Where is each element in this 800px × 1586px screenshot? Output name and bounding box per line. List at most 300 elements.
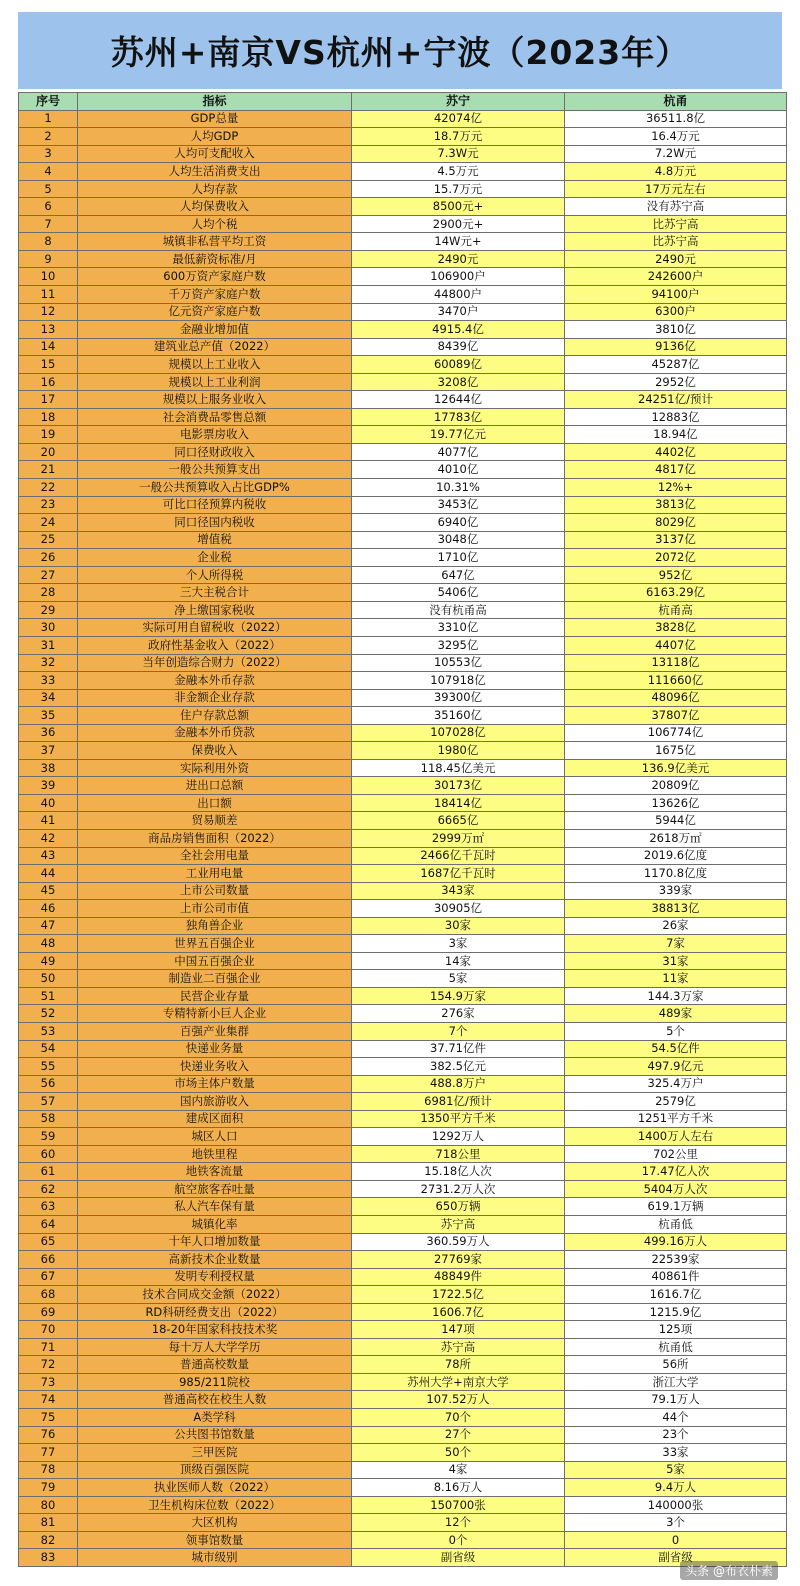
table-row — [19, 935, 787, 953]
indicator-name: 规模以上工业利润 — [78, 373, 352, 391]
indicator-name: 出口额 — [78, 794, 352, 812]
hangyong-value: 619.1万辆 — [565, 1198, 787, 1216]
row-number: 31 — [19, 636, 78, 654]
row-number: 40 — [19, 794, 78, 812]
suning-value: 78所 — [352, 1356, 565, 1374]
suning-value: 48849件 — [352, 1268, 565, 1286]
indicator-name: 可比口径预算内税收 — [78, 496, 352, 514]
hangyong-value: 37807亿 — [565, 707, 787, 725]
row-number: 75 — [19, 1409, 78, 1427]
indicator-name: 高新技术企业数量 — [78, 1251, 352, 1269]
row-number: 39 — [19, 777, 78, 795]
hangyong-value: 没有苏宁高 — [565, 198, 787, 216]
indicator-name: 十年人口增加数量 — [78, 1233, 352, 1251]
indicator-name: 贸易顺差 — [78, 812, 352, 830]
table-row — [19, 461, 787, 479]
hangyong-value: 7.2W元 — [565, 145, 787, 163]
comparison-table — [18, 92, 787, 1567]
hangyong-value: 5944亿 — [565, 812, 787, 830]
hangyong-value: 浙江大学 — [565, 1373, 787, 1391]
suning-value: 2466亿千瓦时 — [352, 847, 565, 865]
hangyong-value: 3137亿 — [565, 531, 787, 549]
page-title: 苏州+南京VS杭州+宁波（2023年） — [110, 33, 690, 72]
hangyong-value: 38813亿 — [565, 900, 787, 918]
indicator-name: 上市公司市值 — [78, 900, 352, 918]
table-header-row — [19, 93, 787, 111]
table-row — [19, 689, 787, 707]
suning-value: 650万辆 — [352, 1198, 565, 1216]
hangyong-value: 2490元 — [565, 250, 787, 268]
row-number: 50 — [19, 970, 78, 988]
suning-value: 107028亿 — [352, 724, 565, 742]
row-number: 4 — [19, 163, 78, 181]
row-number: 70 — [19, 1321, 78, 1339]
indicator-name: 规模以上服务业收入 — [78, 391, 352, 409]
indicator-name: 快递业务量 — [78, 1040, 352, 1058]
table-row — [19, 338, 787, 356]
table-row — [19, 1075, 787, 1093]
hangyong-value: 2579亿 — [565, 1093, 787, 1111]
row-number: 33 — [19, 672, 78, 690]
suning-value: 6665亿 — [352, 812, 565, 830]
row-number: 38 — [19, 759, 78, 777]
row-number: 57 — [19, 1093, 78, 1111]
suning-value: 1687亿千瓦时 — [352, 865, 565, 883]
indicator-name: 最低薪资标准/月 — [78, 250, 352, 268]
suning-value: 18.7万元 — [352, 128, 565, 146]
hangyong-value: 11家 — [565, 970, 787, 988]
table-row — [19, 1145, 787, 1163]
header-num: 序号 — [19, 93, 78, 111]
table-row — [19, 672, 787, 690]
row-number: 26 — [19, 549, 78, 567]
row-number: 67 — [19, 1268, 78, 1286]
indicator-name: 制造业二百强企业 — [78, 970, 352, 988]
suning-value: 苏州大学+南京大学 — [352, 1373, 565, 1391]
suning-value: 4家 — [352, 1461, 565, 1479]
suning-value: 3310亿 — [352, 619, 565, 637]
suning-value: 1292万人 — [352, 1128, 565, 1146]
table-row — [19, 1040, 787, 1058]
row-number: 61 — [19, 1163, 78, 1181]
suning-value: 2490元 — [352, 250, 565, 268]
row-number: 42 — [19, 829, 78, 847]
row-number: 17 — [19, 391, 78, 409]
suning-value: 44800户 — [352, 286, 565, 304]
hangyong-value: 125项 — [565, 1321, 787, 1339]
hangyong-value: 94100户 — [565, 286, 787, 304]
row-number: 25 — [19, 531, 78, 549]
suning-value: 3048亿 — [352, 531, 565, 549]
row-number: 19 — [19, 426, 78, 444]
table-row — [19, 1391, 787, 1409]
hangyong-value: 325.4万户 — [565, 1075, 787, 1093]
suning-value: 4915.4亿 — [352, 321, 565, 339]
suning-value: 60089亿 — [352, 356, 565, 374]
table-row — [19, 496, 787, 514]
row-number: 79 — [19, 1479, 78, 1497]
hangyong-value: 54.5亿件 — [565, 1040, 787, 1058]
table-row — [19, 707, 787, 725]
hangyong-value: 8029亿 — [565, 514, 787, 532]
hangyong-value: 副省级 — [565, 1549, 787, 1567]
indicator-name: 城镇化率 — [78, 1216, 352, 1234]
hangyong-value: 40861件 — [565, 1268, 787, 1286]
suning-value: 647亿 — [352, 566, 565, 584]
indicator-name: 金融业增加值 — [78, 321, 352, 339]
table-row — [19, 479, 787, 497]
indicator-name: 中国五百强企业 — [78, 952, 352, 970]
row-number: 44 — [19, 865, 78, 883]
indicator-name: 同口径国内税收 — [78, 514, 352, 532]
table-row — [19, 1128, 787, 1146]
hangyong-value: 106774亿 — [565, 724, 787, 742]
hangyong-value: 1675亿 — [565, 742, 787, 760]
suning-value: 39300亿 — [352, 689, 565, 707]
suning-value: 10553亿 — [352, 654, 565, 672]
row-number: 22 — [19, 479, 78, 497]
hangyong-value: 23个 — [565, 1426, 787, 1444]
row-number: 65 — [19, 1233, 78, 1251]
suning-value: 50个 — [352, 1444, 565, 1462]
table-row — [19, 794, 787, 812]
suning-value: 35160亿 — [352, 707, 565, 725]
row-number: 2 — [19, 128, 78, 146]
suning-value: 8439亿 — [352, 338, 565, 356]
table-row — [19, 1531, 787, 1549]
row-number: 58 — [19, 1110, 78, 1128]
suning-value: 27769家 — [352, 1251, 565, 1269]
row-number: 62 — [19, 1180, 78, 1198]
hangyong-value: 140000张 — [565, 1496, 787, 1514]
row-number: 59 — [19, 1128, 78, 1146]
suning-value: 106900户 — [352, 268, 565, 286]
table-row — [19, 812, 787, 830]
suning-value: 7.3W元 — [352, 145, 565, 163]
row-number: 41 — [19, 812, 78, 830]
suning-value: 苏宁高 — [352, 1338, 565, 1356]
suning-value: 苏宁高 — [352, 1216, 565, 1234]
row-number: 73 — [19, 1373, 78, 1391]
row-number: 52 — [19, 1005, 78, 1023]
table-row — [19, 584, 787, 602]
table-row — [19, 1216, 787, 1234]
indicator-name: 非金额企业存款 — [78, 689, 352, 707]
table-row — [19, 198, 787, 216]
hangyong-value: 7家 — [565, 935, 787, 953]
indicator-name: 三甲医院 — [78, 1444, 352, 1462]
table-row — [19, 110, 787, 128]
table-row — [19, 145, 787, 163]
suning-value: 副省级 — [352, 1549, 565, 1567]
hangyong-value: 33家 — [565, 1444, 787, 1462]
indicator-name: 实际可用自留税收（2022） — [78, 619, 352, 637]
hangyong-value: 9136亿 — [565, 338, 787, 356]
hangyong-value: 3个 — [565, 1514, 787, 1532]
table-row — [19, 1426, 787, 1444]
table-row — [19, 1286, 787, 1304]
indicator-name: 地铁客流量 — [78, 1163, 352, 1181]
indicator-name: 市场主体户数量 — [78, 1075, 352, 1093]
suning-value: 70个 — [352, 1409, 565, 1427]
suning-value: 276家 — [352, 1005, 565, 1023]
table-row — [19, 970, 787, 988]
hangyong-value: 1215.9亿 — [565, 1303, 787, 1321]
row-number: 32 — [19, 654, 78, 672]
indicator-name: 独角兽企业 — [78, 917, 352, 935]
hangyong-value: 2618万㎡ — [565, 829, 787, 847]
indicator-name: 当年创造综合财力（2022） — [78, 654, 352, 672]
hangyong-value: 45287亿 — [565, 356, 787, 374]
hangyong-value: 比苏宁高 — [565, 215, 787, 233]
table-row — [19, 742, 787, 760]
hangyong-value: 17.47亿人次 — [565, 1163, 787, 1181]
hangyong-value: 2952亿 — [565, 373, 787, 391]
table-row — [19, 1022, 787, 1040]
hangyong-value: 比苏宁高 — [565, 233, 787, 251]
hangyong-value: 36511.8亿 — [565, 110, 787, 128]
hangyong-value: 1170.8亿度 — [565, 865, 787, 883]
table-row — [19, 882, 787, 900]
row-number: 69 — [19, 1303, 78, 1321]
indicator-name: 住户存款总额 — [78, 707, 352, 725]
table-row — [19, 724, 787, 742]
suning-value: 3家 — [352, 935, 565, 953]
table-row — [19, 321, 787, 339]
row-number: 83 — [19, 1549, 78, 1567]
row-number: 5 — [19, 180, 78, 198]
row-number: 81 — [19, 1514, 78, 1532]
hangyong-value: 2019.6亿度 — [565, 847, 787, 865]
suning-value: 5406亿 — [352, 584, 565, 602]
row-number: 68 — [19, 1286, 78, 1304]
hangyong-value: 702公里 — [565, 1145, 787, 1163]
row-number: 48 — [19, 935, 78, 953]
table-row — [19, 514, 787, 532]
table-row — [19, 566, 787, 584]
table-row — [19, 1180, 787, 1198]
suning-value: 3453亿 — [352, 496, 565, 514]
row-number: 71 — [19, 1338, 78, 1356]
suning-value: 42074亿 — [352, 110, 565, 128]
indicator-name: 世界五百强企业 — [78, 935, 352, 953]
indicator-name: 城市级别 — [78, 1549, 352, 1567]
hangyong-value: 489家 — [565, 1005, 787, 1023]
indicator-name: 金融本外币贷款 — [78, 724, 352, 742]
suning-value: 12644亿 — [352, 391, 565, 409]
row-number: 77 — [19, 1444, 78, 1462]
indicator-name: 600万资产家庭户数 — [78, 268, 352, 286]
indicator-name: 全社会用电量 — [78, 847, 352, 865]
table-row — [19, 408, 787, 426]
table-row — [19, 215, 787, 233]
table-row — [19, 286, 787, 304]
table-row — [19, 1110, 787, 1128]
hangyong-value: 5404万人次 — [565, 1180, 787, 1198]
hangyong-value: 12883亿 — [565, 408, 787, 426]
indicator-name: 民营企业存量 — [78, 987, 352, 1005]
table-row — [19, 391, 787, 409]
table-row — [19, 917, 787, 935]
suning-value: 4077亿 — [352, 443, 565, 461]
hangyong-value: 13118亿 — [565, 654, 787, 672]
row-number: 76 — [19, 1426, 78, 1444]
row-number: 23 — [19, 496, 78, 514]
indicator-name: 国内旅游收入 — [78, 1093, 352, 1111]
table-row — [19, 865, 787, 883]
row-number: 1 — [19, 110, 78, 128]
indicator-name: 亿元资产家庭户数 — [78, 303, 352, 321]
row-number: 27 — [19, 566, 78, 584]
indicator-name: 进出口总额 — [78, 777, 352, 795]
table-row — [19, 829, 787, 847]
hangyong-value: 44个 — [565, 1409, 787, 1427]
row-number: 7 — [19, 215, 78, 233]
indicator-name: 社会消费品零售总额 — [78, 408, 352, 426]
row-number: 51 — [19, 987, 78, 1005]
row-number: 60 — [19, 1145, 78, 1163]
table-row — [19, 233, 787, 251]
row-number: 11 — [19, 286, 78, 304]
suning-value: 7个 — [352, 1022, 565, 1040]
table-row — [19, 1233, 787, 1251]
indicator-name: 大区机构 — [78, 1514, 352, 1532]
indicator-name: RD科研经费支出（2022） — [78, 1303, 352, 1321]
row-number: 35 — [19, 707, 78, 725]
indicator-name: 实际利用外资 — [78, 759, 352, 777]
indicator-name: 985/211院校 — [78, 1373, 352, 1391]
row-number: 16 — [19, 373, 78, 391]
hangyong-value: 144.3万家 — [565, 987, 787, 1005]
suning-value: 1722.5亿 — [352, 1286, 565, 1304]
title-banner — [18, 12, 782, 89]
row-number: 6 — [19, 198, 78, 216]
indicator-name: 一般公共预算支出 — [78, 461, 352, 479]
suning-value: 3295亿 — [352, 636, 565, 654]
hangyong-value: 12%+ — [565, 479, 787, 497]
suning-value: 14W元+ — [352, 233, 565, 251]
suning-value: 19.77亿元 — [352, 426, 565, 444]
table-row — [19, 373, 787, 391]
indicator-name: 城区人口 — [78, 1128, 352, 1146]
table-row — [19, 1514, 787, 1532]
row-number: 3 — [19, 145, 78, 163]
hangyong-value: 339家 — [565, 882, 787, 900]
indicator-name: 企业税 — [78, 549, 352, 567]
indicator-name: 地铁里程 — [78, 1145, 352, 1163]
indicator-name: 执业医师人数（2022） — [78, 1479, 352, 1497]
table-row — [19, 1409, 787, 1427]
row-number: 8 — [19, 233, 78, 251]
table-row — [19, 356, 787, 374]
hangyong-value: 9.4万人 — [565, 1479, 787, 1497]
hangyong-value: 1616.7亿 — [565, 1286, 787, 1304]
indicator-name: 个人所得税 — [78, 566, 352, 584]
row-number: 72 — [19, 1356, 78, 1374]
row-number: 21 — [19, 461, 78, 479]
hangyong-value: 杭甬低 — [565, 1338, 787, 1356]
indicator-name: 城镇非私营平均工资 — [78, 233, 352, 251]
hangyong-value: 1251平方千米 — [565, 1110, 787, 1128]
table-row — [19, 1093, 787, 1111]
hangyong-value: 5家 — [565, 1461, 787, 1479]
suning-value: 1350平方千米 — [352, 1110, 565, 1128]
row-number: 78 — [19, 1461, 78, 1479]
table-row — [19, 531, 787, 549]
table-row — [19, 987, 787, 1005]
table-row — [19, 1198, 787, 1216]
row-number: 43 — [19, 847, 78, 865]
suning-value: 343家 — [352, 882, 565, 900]
indicator-name: 建成区面积 — [78, 1110, 352, 1128]
suning-value: 37.71亿件 — [352, 1040, 565, 1058]
suning-value: 30家 — [352, 917, 565, 935]
indicator-name: 百强产业集群 — [78, 1022, 352, 1040]
row-number: 24 — [19, 514, 78, 532]
table-row — [19, 1268, 787, 1286]
suning-value: 360.59万人 — [352, 1233, 565, 1251]
suning-value: 0个 — [352, 1531, 565, 1549]
row-number: 54 — [19, 1040, 78, 1058]
suning-value: 107918亿 — [352, 672, 565, 690]
hangyong-value: 242600户 — [565, 268, 787, 286]
hangyong-value: 5个 — [565, 1022, 787, 1040]
table-row — [19, 952, 787, 970]
row-number: 29 — [19, 601, 78, 619]
header-hangyong: 杭甬 — [565, 93, 787, 111]
indicator-name: 卫生机构床位数（2022） — [78, 1496, 352, 1514]
hangyong-value: 17万元左右 — [565, 180, 787, 198]
suning-value: 12个 — [352, 1514, 565, 1532]
hangyong-value: 24251亿/预计 — [565, 391, 787, 409]
table-row — [19, 1373, 787, 1391]
suning-value: 8500元+ — [352, 198, 565, 216]
indicator-name: 上市公司数量 — [78, 882, 352, 900]
row-number: 55 — [19, 1058, 78, 1076]
suning-value: 2900元+ — [352, 215, 565, 233]
hangyong-value: 26家 — [565, 917, 787, 935]
table-body — [19, 93, 787, 1567]
suning-value: 150700张 — [352, 1496, 565, 1514]
hangyong-value: 3828亿 — [565, 619, 787, 637]
indicator-name: 航空旅客吞吐量 — [78, 1180, 352, 1198]
row-number: 63 — [19, 1198, 78, 1216]
indicator-name: 人均存款 — [78, 180, 352, 198]
indicator-name: 净上缴国家税收 — [78, 601, 352, 619]
hangyong-value: 952亿 — [565, 566, 787, 584]
indicator-name: 人均GDP — [78, 128, 352, 146]
suning-value: 4010亿 — [352, 461, 565, 479]
indicator-name: 千万资产家庭户数 — [78, 286, 352, 304]
indicator-name: 政府性基金收入（2022） — [78, 636, 352, 654]
table-row — [19, 1338, 787, 1356]
row-number: 80 — [19, 1496, 78, 1514]
suning-value: 3470户 — [352, 303, 565, 321]
row-number: 14 — [19, 338, 78, 356]
indicator-name: 领事馆数量 — [78, 1531, 352, 1549]
hangyong-value: 6163.29亿 — [565, 584, 787, 602]
suning-value: 15.18亿人次 — [352, 1163, 565, 1181]
table-row — [19, 163, 787, 181]
hangyong-value: 3813亿 — [565, 496, 787, 514]
table-row — [19, 1549, 787, 1567]
hangyong-value: 79.1万人 — [565, 1391, 787, 1409]
table-row — [19, 1496, 787, 1514]
suning-value: 8.16万人 — [352, 1479, 565, 1497]
row-number: 30 — [19, 619, 78, 637]
indicator-name: 增值税 — [78, 531, 352, 549]
suning-value: 没有杭甬高 — [352, 601, 565, 619]
